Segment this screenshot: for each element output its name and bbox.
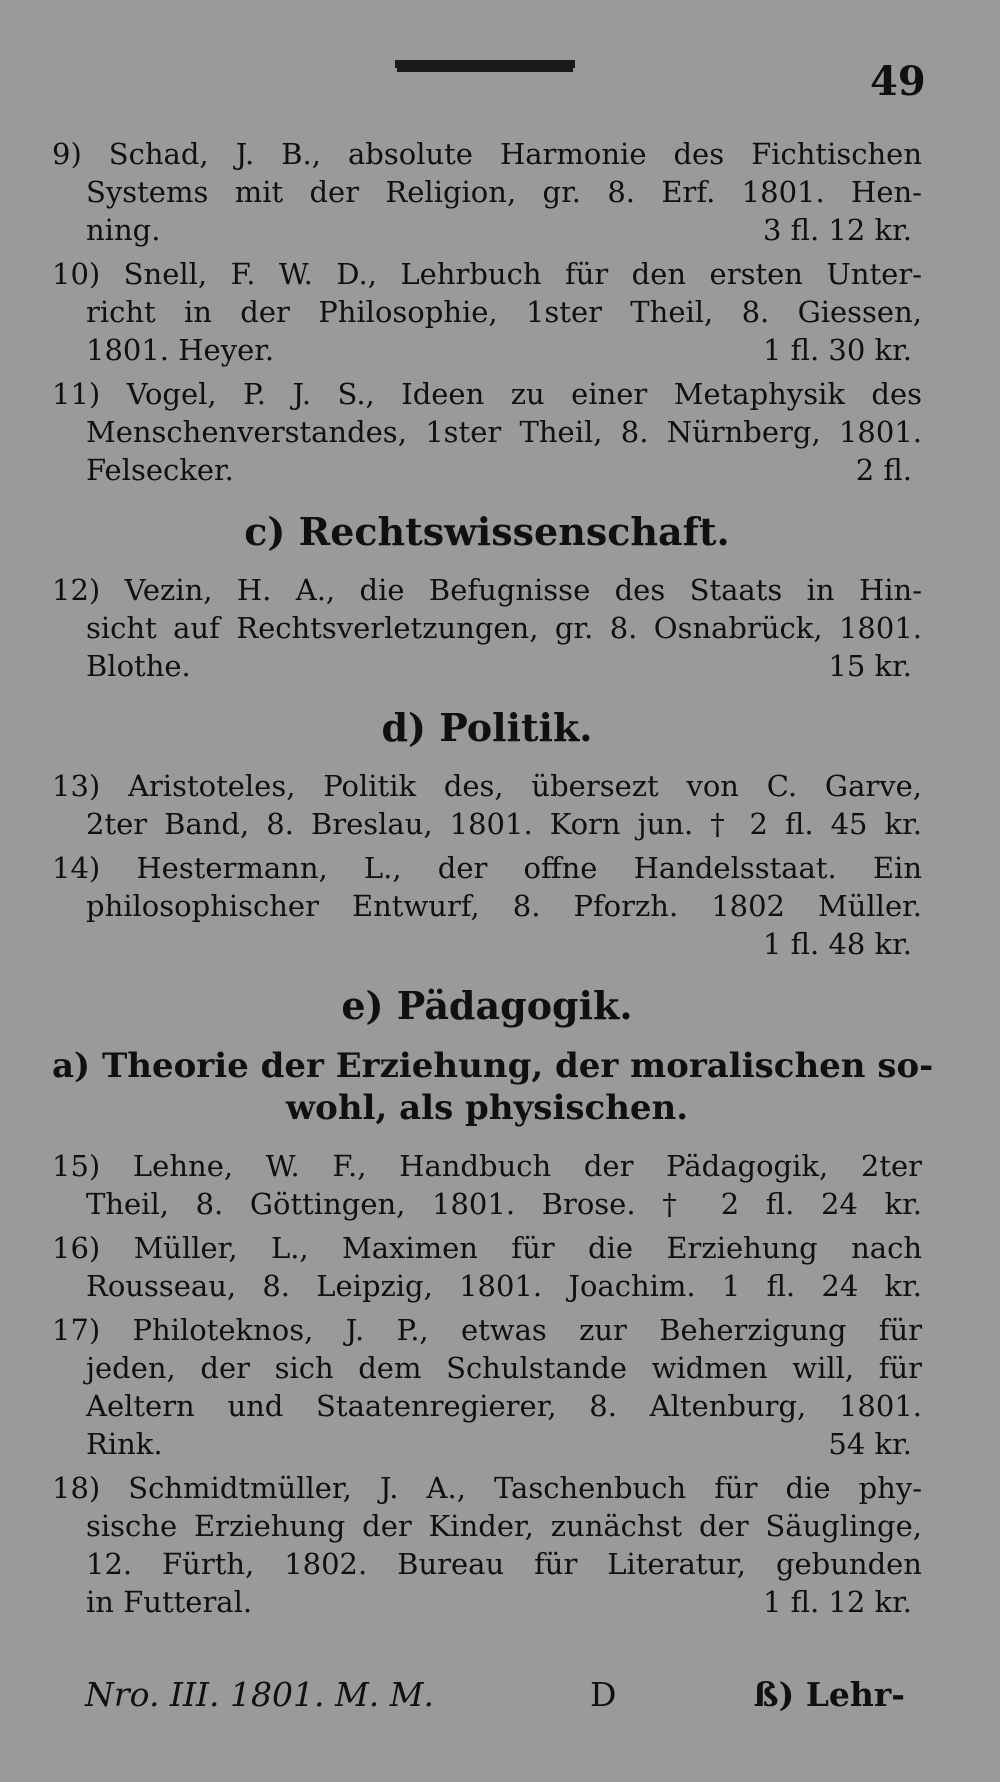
entry-line: Blothe. [86, 649, 191, 683]
catalog-entry [52, 571, 922, 685]
page-footer [85, 1675, 915, 1725]
sheet-mark: D [590, 1675, 617, 1714]
entry-line: in Futteral. [86, 1585, 253, 1619]
entry-line: jeden, der sich dem Schulstande widmen will, für [86, 1351, 922, 1385]
catalog-content [52, 135, 934, 1627]
entry-line: Rink. [86, 1427, 163, 1461]
entry-line: 16) Müller, L., Maximen für die Erziehung nach [52, 1231, 922, 1265]
catalog-entry [52, 135, 922, 249]
section-heading: d) Politik. [381, 705, 593, 750]
entry-line: 12) Vezin, H. A., die Befugnisse des Staats in Hin- [52, 573, 922, 607]
catalog-entry [52, 1311, 922, 1463]
subheading-line: wohl, als physischen. [285, 1088, 689, 1128]
section-heading: c) Rechtswissenschaft. [244, 509, 730, 554]
signature-mark: Nro. III. 1801. M. M. [85, 1675, 435, 1714]
entry-line: 10) Snell, F. W. D., Lehrbuch für den ersten Unter- [52, 257, 922, 291]
entry-line: 11) Vogel, P. J. S., Ideen zu einer Metaphysik des [52, 377, 922, 411]
subheading-line: a) Theorie der Erziehung, der moralischen so- [52, 1046, 934, 1086]
entry-line: Theil, 8. Göttingen, 1801. Brose. † 2 fl. 24 kr. [86, 1187, 922, 1221]
entry-line: 12. Fürth, 1802. Bureau für Literatur, gebunden [86, 1547, 922, 1581]
page-number: 49 [870, 58, 926, 105]
catalog-entry [52, 255, 922, 369]
header-rule [395, 60, 575, 68]
entry-line: 9) Schad, J. B., absolute Harmonie des Fichtischen [52, 137, 922, 171]
entry-line: ning. [86, 213, 161, 247]
catalog-entry [52, 767, 922, 843]
catalog-entry [52, 1229, 922, 1305]
entry-line: sicht auf Rechtsverletzungen, gr. 8. Osnabrück, 1801. [86, 611, 922, 645]
entry-price: 2 fl. [855, 453, 912, 487]
catalog-entry [52, 1147, 922, 1223]
entry-line: sische Erziehung der Kinder, zunächst der Säuglinge, [86, 1509, 922, 1543]
entry-line: 18) Schmidtmüller, J. A., Taschenbuch für die phy- [52, 1471, 922, 1505]
entry-line: Aeltern und Staatenregierer, 8. Altenburg, 1801. [86, 1389, 922, 1423]
catalog-entry [52, 375, 922, 489]
entry-line: 1801. Heyer. [86, 333, 275, 367]
entry-line: 2ter Band, 8. Breslau, 1801. Korn jun. † 2 fl. 45 kr. [86, 807, 922, 841]
entry-price: 54 kr. [828, 1427, 912, 1461]
entry-line: philosophischer Entwurf, 8. Pforzh. 1802 Müller. [86, 889, 922, 923]
entry-line: 17) Philoteknos, J. P., etwas zur Beherzigung für [52, 1313, 922, 1347]
catalog-entry [52, 849, 922, 963]
entry-price: 15 kr. [828, 649, 912, 683]
entry-line: Menschenverstandes, 1ster Theil, 8. Nürnberg, 1801. [86, 415, 922, 449]
section-heading: e) Pädagogik. [341, 983, 633, 1028]
entry-line: 15) Lehne, W. F., Handbuch der Pädagogik, 2ter [52, 1149, 922, 1183]
entry-line: Systems mit der Religion, gr. 8. Erf. 1801. Hen- [86, 175, 922, 209]
catchword: ß) Lehr- [753, 1675, 905, 1714]
catalog-entry [52, 1469, 922, 1621]
entry-price: 1 fl. 30 kr. [762, 333, 912, 367]
entry-line: Felsecker. [86, 453, 234, 487]
entry-price: 1 fl. 12 kr. [762, 1585, 912, 1619]
entry-line: Rousseau, 8. Leipzig, 1801. Joachim. 1 fl. 24 kr. [86, 1269, 922, 1303]
entry-line: richt in der Philosophie, 1ster Theil, 8. Giessen, [86, 295, 922, 329]
entry-line: 14) Hestermann, L., der offne Handelsstaat. Ein [52, 851, 922, 885]
entry-price: 1 fl. 48 kr. [762, 927, 912, 961]
section-subheading [52, 1045, 934, 1129]
entry-line: 13) Aristoteles, Politik des, übersezt von C. Garve, [52, 769, 922, 803]
entry-price: 3 fl. 12 kr. [762, 213, 912, 247]
